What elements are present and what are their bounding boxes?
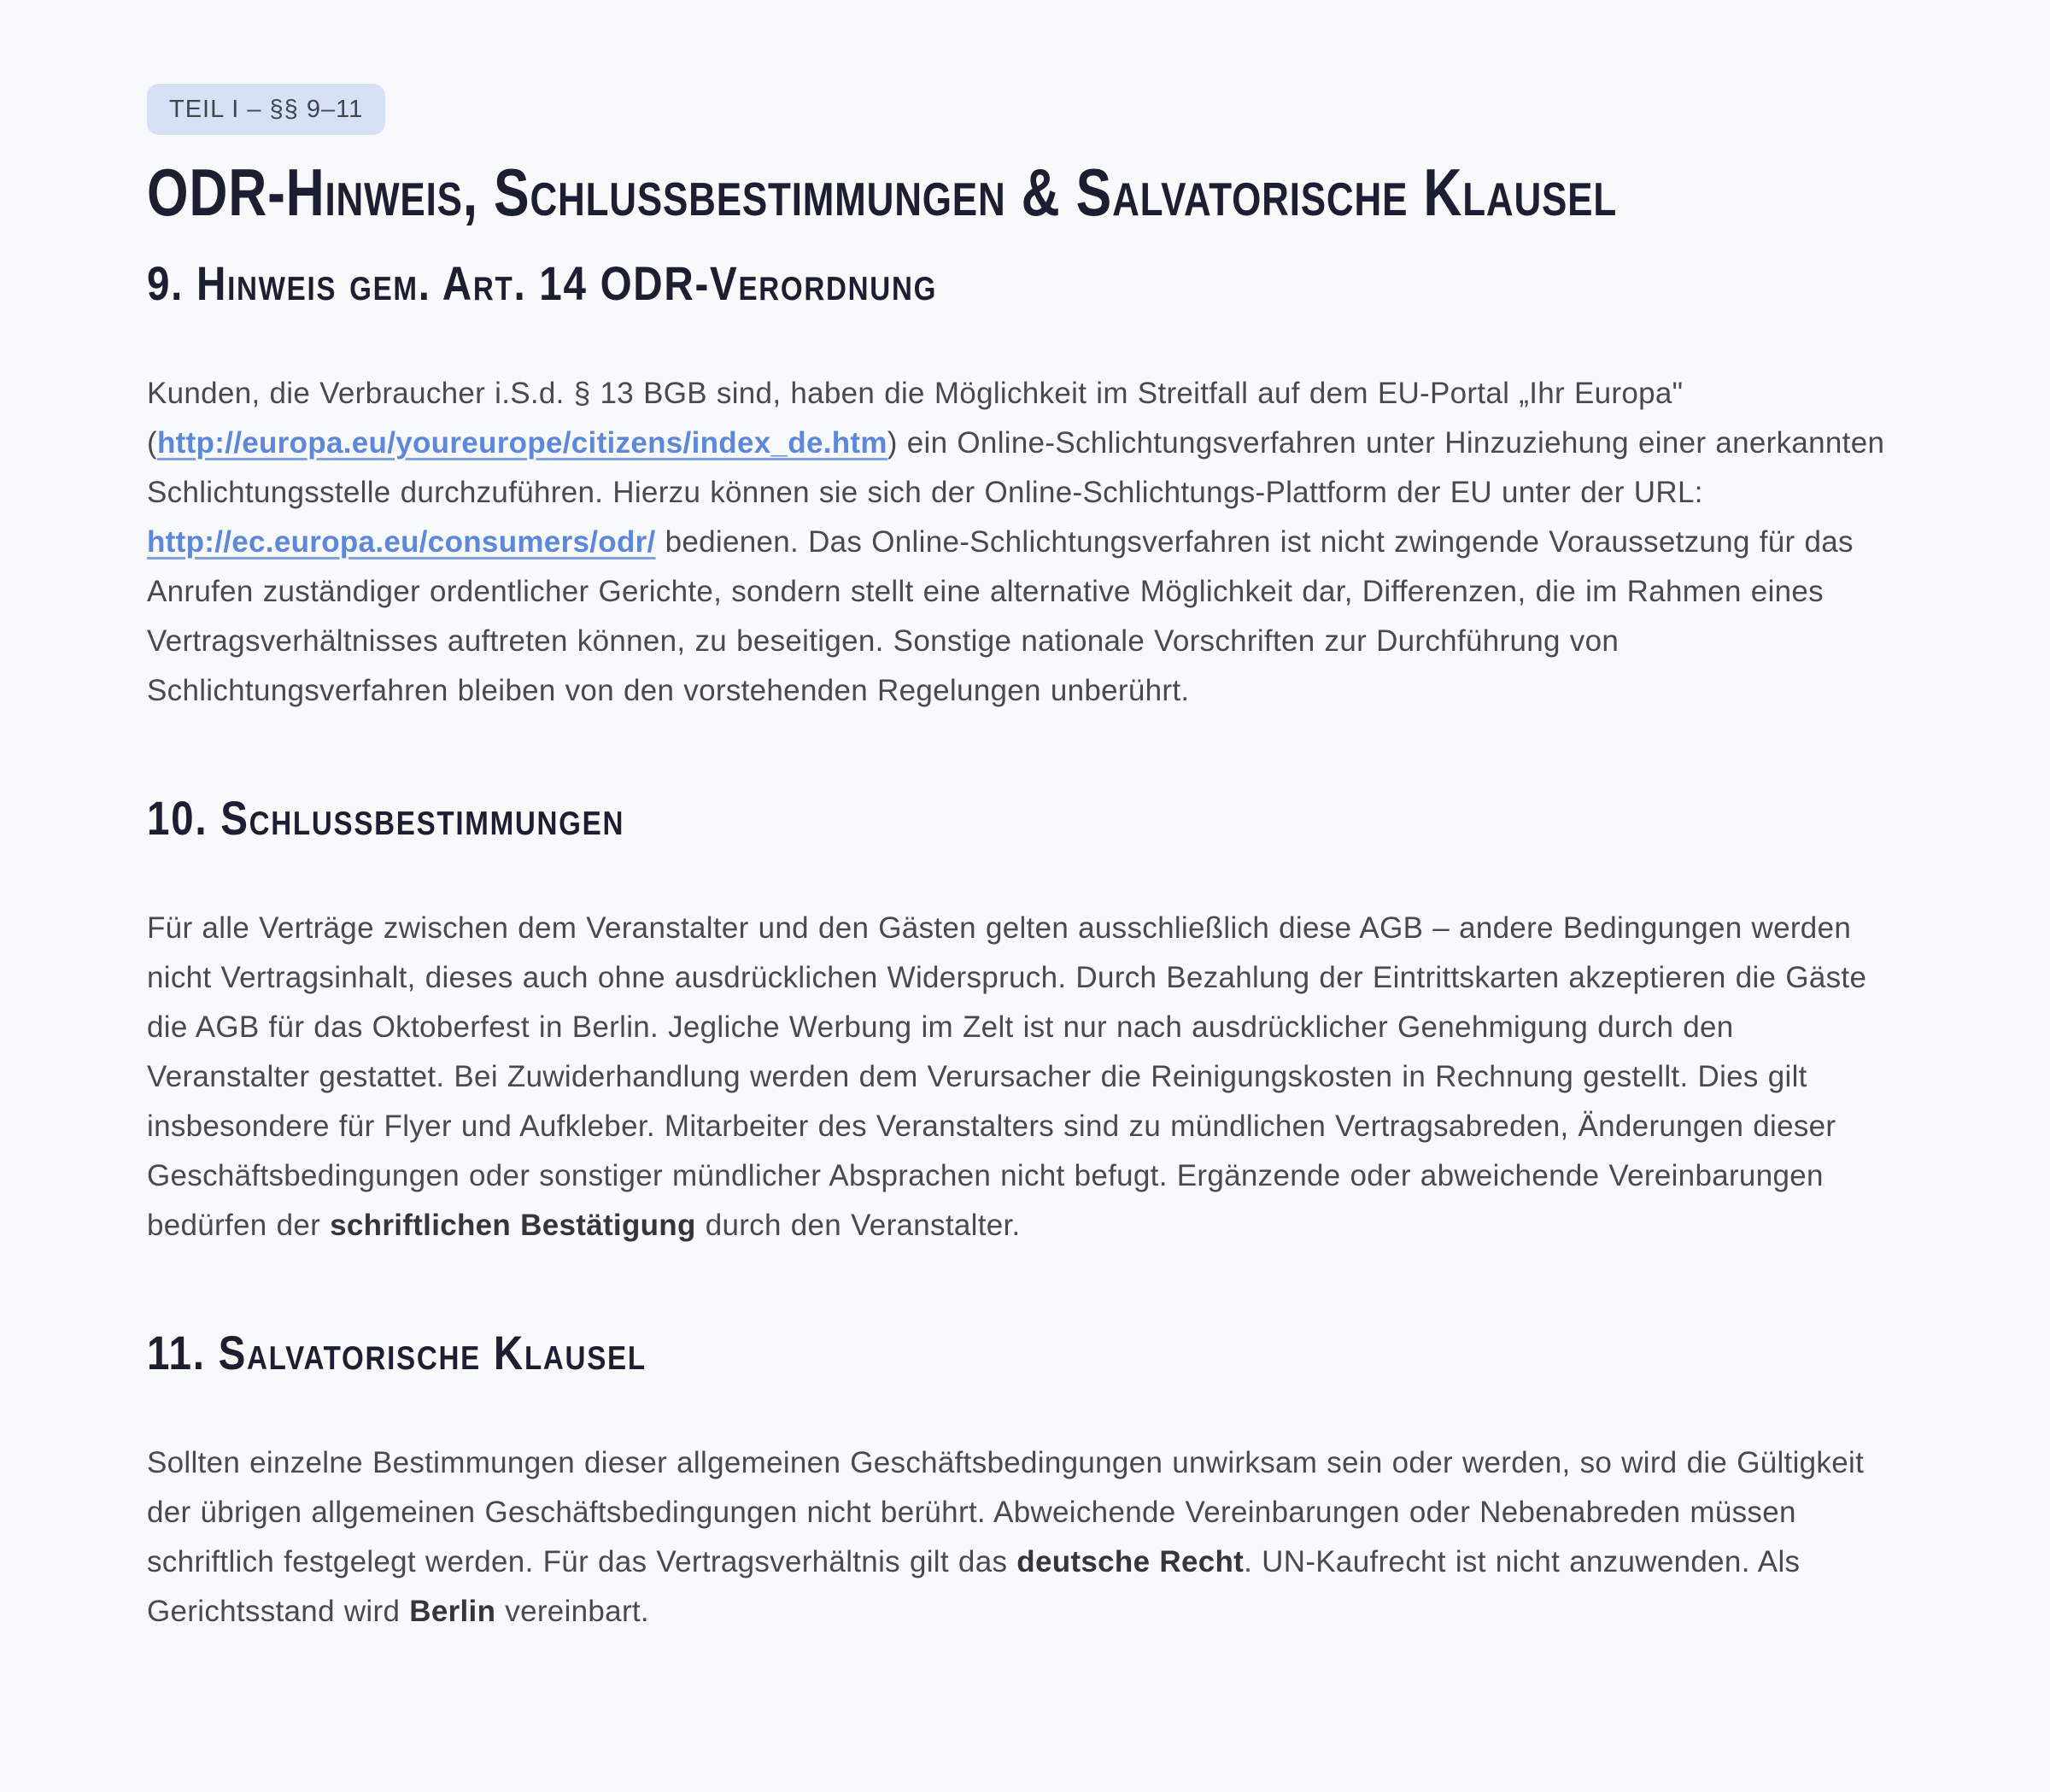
section-heading-salvatorische-klausel: 11. Salvatorische Klausel <box>147 1326 647 1379</box>
section-heading-odr-hinweis: 9. Hinweis gem. Art. 14 ODR-Verordnung <box>147 256 938 310</box>
inline-link[interactable]: http://europa.eu/youreurope/citizens/index_de.htm <box>156 426 887 460</box>
bold-text: deutsche Recht <box>1016 1545 1245 1578</box>
text-run: bedienen. Das Online-Schlichtungsverfahren ist nicht zwingende Voraussetzung für das Anrufen zuständiger ordentlicher Gerichte, sondern stellt eine alternative Möglichkeit dar, Differenzen, die im Rahmen eines Vertragsverhältnisses auftreten können, zu beseitigen. Sonstige nationale Vorschriften zur Durchführung von Schlichtungsverfahren bleiben von den vorstehenden Regelungen unberührt. <box>147 525 1854 707</box>
paragraph-salvatorische-klausel <box>147 1438 1905 1637</box>
part-badge: TEIL I – §§ 9–11 <box>147 84 385 135</box>
bold-text: Berlin <box>409 1595 496 1628</box>
page-title: ODR-Hinweis, Schlussbestimmungen & Salvatorische Klausel <box>147 155 1618 230</box>
text-run: Kunden, die Verbraucher i.S.d. § 13 BGB sind, haben die Möglichkeit im Streitfall auf dem EU-Portal „Ihr Europa" ( <box>147 377 1684 460</box>
text-run: ) ein Online-Schlichtungsverfahren unter Hinzuziehung einer anerkannten Schlichtungsstelle durchzuführen. Hierzu können sie sich der Online-Schlichtungs-Plattform der EU unter der URL: <box>147 426 1885 509</box>
text-run: vereinbart. <box>495 1595 649 1628</box>
text-run: Für alle Verträge zwischen dem Veranstalter und den Gästen gelten ausschließlich diese AGB – andere Bedingungen werden nicht Vertragsinhalt, dieses auch ohne ausdrücklichen Widerspruch. Durch Bezahlung der Eintrittskarten akzeptieren die Gäste die AGB für das Oktoberfest in Berlin. Jegliche Werbung im Zelt ist nur nach ausdrücklicher Genehmigung durch den Veranstalter gestattet. Bei Zuwiderhandlung werden dem Verursacher die Reinigungskosten in Rechnung gestellt. Dies gilt insbesondere für Flyer und Aufkleber. Mitarbeiter des Veranstalters sind zu mündlichen Vertragsabreden, Änderungen dieser Geschäftsbedingungen oder sonstiger mündlicher Absprachen nicht befugt. Ergänzende oder abweichende Vereinbarungen bedürfen der <box>147 911 1867 1242</box>
text-run: . UN-Kaufrecht ist nicht anzuwenden. Als Gerichtsstand wird <box>147 1545 1801 1628</box>
paragraph-odr-hinweis <box>147 369 1905 716</box>
section-heading-schlussbestimmungen: 10. Schlussbestimmungen <box>147 791 625 845</box>
section-odr-hinweis <box>147 253 1905 314</box>
inline-link[interactable]: http://ec.europa.eu/consumers/odr/ <box>147 525 656 559</box>
section-salvatorische-klausel <box>147 1322 1905 1384</box>
bold-text: schriftlichen Bestätigung <box>330 1209 696 1242</box>
section-schlussbestimmungen <box>147 788 1905 849</box>
paragraph-schlussbestimmungen <box>147 904 1905 1250</box>
text-run: Sollten einzelne Bestimmungen dieser allgemeinen Geschäftsbedingungen unwirksam sein oder werden, so wird die Gültigkeit der übrigen allgemeinen Geschäftsbedingungen nicht berührt. Abweichende Vereinbarungen oder Nebenabreden müssen schriftlich festgelegt werden. Für das Vertragsverhältnis gilt das <box>147 1446 1865 1578</box>
text-run: durch den Veranstalter. <box>695 1209 1021 1242</box>
